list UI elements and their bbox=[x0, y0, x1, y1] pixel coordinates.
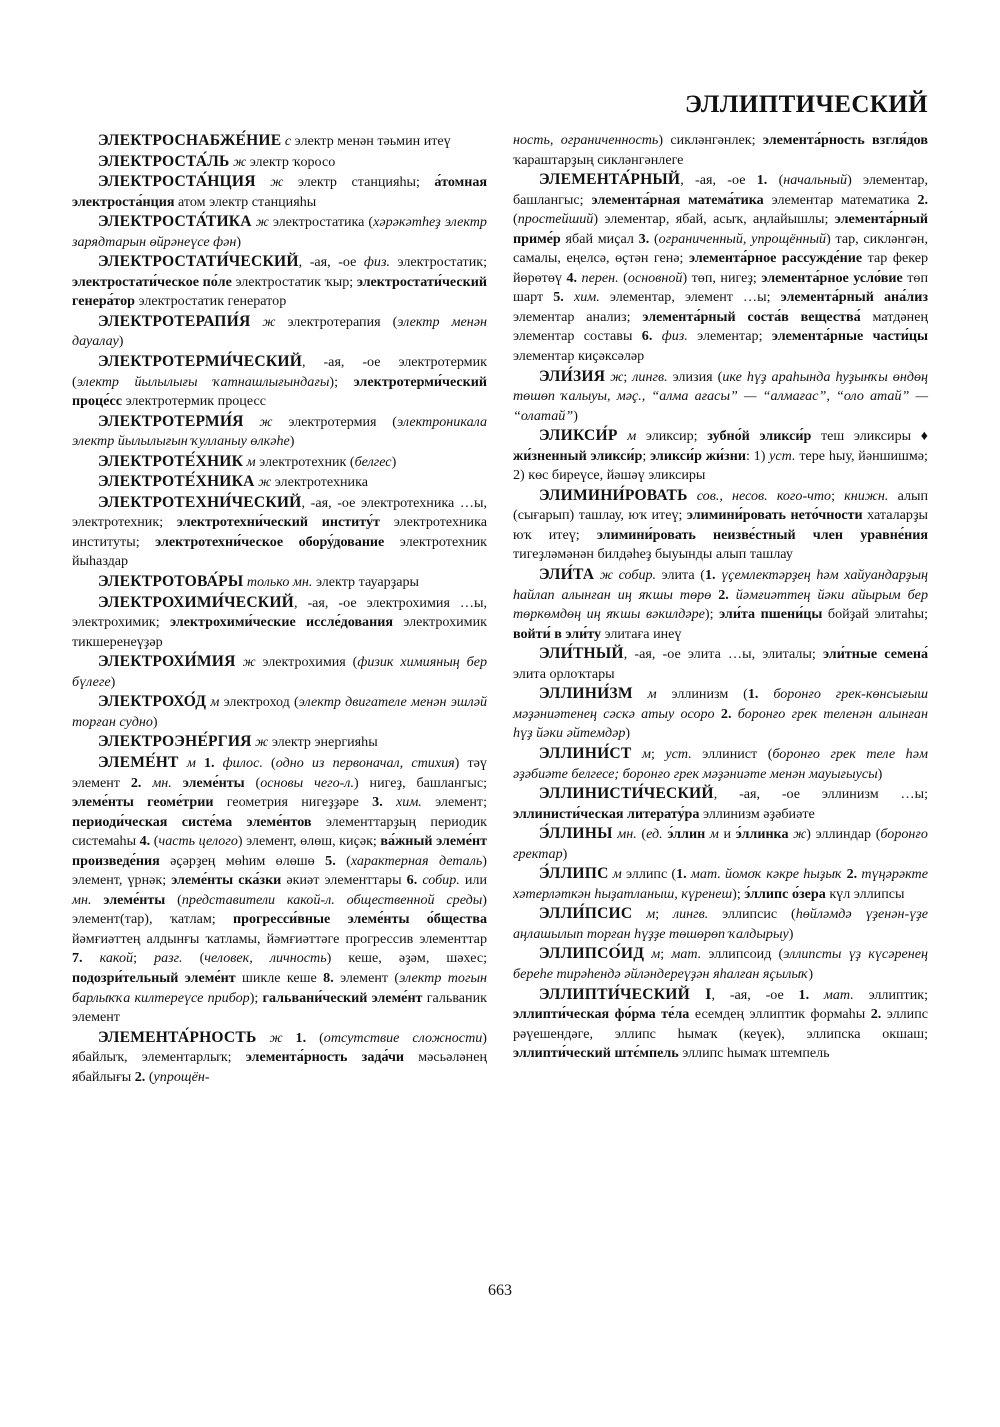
dictionary-entry: ЭЛЛИ́ПСИС м; лингв. эллипсис (һөйләмдә үҙенән-үҙе аңлашылып торған һүҙҙе төшөрөп ҡалдырыу) bbox=[513, 905, 928, 942]
dictionary-entry: ЭЛЕКТРОХО́Д м электроход (электр двигателе менән эшләй торған судно) bbox=[72, 693, 487, 730]
dictionary-entry: Э́ЛЛИПС м эллипс (1. мат. йомоҡ кәкре һыҙыҡ 2. түңәрәкте хәтерләткән һыҙатланыш, күренеш); э́ллипс о́зера күл эллипсы bbox=[513, 865, 928, 902]
dictionary-entry: ЭЛЕКТРОСТА́ТИКА ж электростатика (хәрәкәтһеҙ электр зарядтарын өйрәнеүсе фән) bbox=[72, 213, 487, 250]
dictionary-entry: ЭЛЕМЕНТА́РНЫЙ, -ая, -ое 1. (начальный) элементар, башлангыс; элемента́рная матема́тика элементар математика 2. (простейший) элементар, ябай, асыҡ, аңлайышлы; элемента́рный приме́р ябай миҫал 3. (ограниченный, упрощённый) тар, сикләнгән, самалы, еңелсә, өҫтән генә; элемента́рное рассужде́ние тар фекер йөрөтөү 4. перен. (основной) төп, нигеҙ; элемента́рное усло́вие төп шарт 5. хим. элементар, элемент …ы; элемента́рный ана́лиз элементар анализ; элемента́рный соста́в вещества́ матдәнең элементар составы 6. физ. элементар; элемента́рные части́цы элементар киҫәксәләр bbox=[513, 171, 929, 365]
dictionary-entry: ЭЛЕКТРОЭНЕ́РГИЯ ж электр энергияһы bbox=[98, 733, 378, 751]
dictionary-entry: ЭЛЕКТРОТЕ́ХНИКА ж электротехника bbox=[98, 473, 368, 491]
dictionary-entry: ЭЛЕКТРОСНАБЖЕ́НИЕ с электр менән тәьмин итеү bbox=[98, 132, 451, 149]
running-head: ЭЛЛИПТИЧЕСКИЙ bbox=[685, 91, 928, 118]
left-column bbox=[72, 131, 487, 1087]
dictionary-entry: Э́ЛЛИНЫ мн. (ед. э́ллин м и э́ллинка ж) эллиндар (боронғо гректар) bbox=[513, 825, 928, 862]
page-number: 663 bbox=[488, 1282, 512, 1299]
dictionary-entry: ЭЛЕКТРОТЕРМИ́ЧЕСКИЙ, -ая, -ое электротермик (электр йылылығы ҡатнашлығындағы); электротерми́ческий проце́сс электротермик процесс bbox=[72, 353, 488, 410]
dictionary-entry: ЭЛЕКТРОСТА́ЛЬ ж электр ҡоросо bbox=[98, 152, 336, 170]
dictionary-entry: ЭЛЕКТРОТЕРАПИ́Я ж электротерапия (электр менән дауалау) bbox=[72, 312, 487, 350]
dictionary-entry: ЭЛЕКТРОСТАТИ́ЧЕСКИЙ, -ая, -ое физ. электростатик; электростати́ческое по́ле электростатик ҡыр; электростати́ческий генера́тор электростатик генератор bbox=[72, 253, 487, 310]
dictionary-entry: ЭЛЕКТРОТОВА́РЫ только мн. электр тауарҙары bbox=[98, 573, 419, 591]
dictionary-entry: ЭЛЕКТРОТЕ́ХНИК м электротехник (белгес) bbox=[98, 452, 397, 470]
dictionary-entry: ЭЛЛИПСО́ИД м; мат. эллипсоид (эллипсты үҙ күсәренең береһе тирәһендә әйләндереүҙән яһалған яҫылыҡ) bbox=[513, 945, 928, 982]
dictionary-entry: ЭЛЕКТРОСТА́НЦИЯ ж электр станцияһы; а́томная электроста́нция атом электр станцияһы bbox=[72, 173, 487, 210]
dictionary-entry: ЭЛЛИПТИ́ЧЕСКИЙ I, -ая, -ое 1. мат. эллиптик; эллипти́ческая фо́рма те́ла есемдең эллиптик формаһы 2. эллипс рәүешендәге, эллипс һымаҡ (кеүек), эллипска окшаш; эллипти́ческий штє́мпель эллипс һымаҡ штемпель bbox=[513, 985, 929, 1062]
dictionary-entry: ЭЛИ́ТНЫЙ, -ая, -ое элита …ы, элиталы; эли́тные семена́ элита орлоҡтары bbox=[513, 645, 928, 682]
dictionary-entry: ЭЛИ́ЗИЯ ж; лингв. элизия (ике һүҙ араһында һуҙынҡы өндөң төшөп ҡалыуы, мәҫ., “алма ағасы” — “алмағас”, “оло атай” — “олатай”) bbox=[513, 367, 928, 424]
dictionary-entry: ЭЛЕМЕ́НТ м 1. филос. (одно из первоначал, стихия) тәү элемент 2. мн. элеме́нты (основы чего-л.) нигеҙ, башлангыс; элеме́нты геоме́трии геометрия нигеҙҙәре 3. хим. элемент; периоди́ческая систе́ма элеме́нтов элементтарҙың периодик системаһы 4. (часть целого) элемент, өлөш, киҫәк; ва́жный элеме́нт произведе́ния әҫәрҙең мөһим өлөшө 5. (характерная деталь) элемент, үрнәк; элеме́нты ска́зки әкиәт элементтары 6. собир. или мн. элеме́нты (представители какой-л. общественной среды) элемент(тар), ҡатлам; прогресси́вные элеме́нты о́бщества йәмғиәттең алдынғы ҡатламы, йәмғиәттәге прогрессив элементтар 7. какой; разг. (человек, личность) кеше, әҙәм, шәхес; подозри́тельный элеме́нт шикле кеше 8. элемент (электр тогын барлыҡҡа килтереүсе прибор); гальвани́ческий элеме́нт гальваник элемент bbox=[72, 753, 488, 1026]
dictionary-entry: ЭЛИМИНИ́РОВАТЬ сов., несов. кого-что; книжн. алып (сығарып) ташлау, юҡ итеү; элимини́ровать нето́чности хаталарҙы юҡ итеү; элимини́ровать неизве́стный член уравне́ния тигеҙләмәнән билдәһеҙ быуынды алып ташлау bbox=[513, 486, 929, 563]
right-column bbox=[513, 131, 928, 1087]
dictionary-entry: ЭЛЕКТРОХИМИ́ЧЕСКИЙ, -ая, -ое электрохимия …ы, электрохимик; электрохими́ческие иссле́дования электрохимик тикшеренеүҙәр bbox=[72, 593, 487, 650]
dictionary-entry: ЭЛИКСИ́Р м эликсир; зубно́й эликси́р теш эликсиры ♦ жи́зненный эликси́р; эликси́р жи́зни: 1) уст. тере һыу, йәншишмә; 2) көс биреүсе, йәшәү эликсиры bbox=[513, 427, 928, 484]
dictionary-entry: ЭЛИ́ТА ж собир. элита (1. үҫемлектәрҙең һәм хайуандарҙың һайлап алынған иң яҡшы төрө 2. йәмғиәттең йәки айырым бер төркөмдөң иң яҡшы вәкилдәре); эли́та пшени́цы бойҙай элитаһы; войти́ в эли́ту элитаға инеү bbox=[513, 566, 929, 642]
dictionary-entry: ЭЛЛИНИ́СТ м; уст. эллинист (боронғо грек теле һәм әҙәбиәте белгесе; боронғо грек мәҙәниәте менән мауығыусы) bbox=[513, 744, 928, 782]
dictionary-entry: ЭЛЕКТРОТЕРМИ́Я ж электротермия (электроникала электр йылылығын ҡулланыу өлкәһе) bbox=[72, 412, 487, 450]
dictionary-entry: ЭЛЕМЕНТА́РНОСТЬ ж 1. (отсутствие сложности) ябайлыҡ, элементарлыҡ; элемента́рность зада́чи мәсьәләнең ябайлығы 2. (упрощён- bbox=[72, 1028, 487, 1085]
dictionary-entry: ность, ограниченность) сикләнгәнлек; элемента́рность взгля́дов ҡараштарҙың сикләнгәнлеге bbox=[513, 132, 928, 168]
two-column-body bbox=[72, 131, 928, 1087]
dictionary-entry: ЭЛЛИНИСТИ́ЧЕСКИЙ, -ая, -ое эллинизм …ы; эллинисти́ческая литерату́ра эллинизм әҙәбиәте bbox=[513, 785, 928, 822]
dictionary-entry: ЭЛЕКТРОТЕХНИ́ЧЕСКИЙ, -ая, -ое электротехника …ы, электротехник; электротехни́ческий институ́т электротехника институты; электротехни́ческое обору́дование электротехник йыһаздар bbox=[72, 493, 487, 570]
dictionary-entry: ЭЛЕКТРОХИ́МИЯ ж электрохимия (физик химияның бер бүлеге) bbox=[72, 653, 488, 690]
dictionary-entry: ЭЛЛИНИ́ЗМ м эллинизм (1. боронғо грек-көнсығыш мәҙәниәтенең сәскә атыу осоро 2. боронғо грек теленән алынған һүҙ йәки әйтемдәр) bbox=[513, 685, 928, 742]
